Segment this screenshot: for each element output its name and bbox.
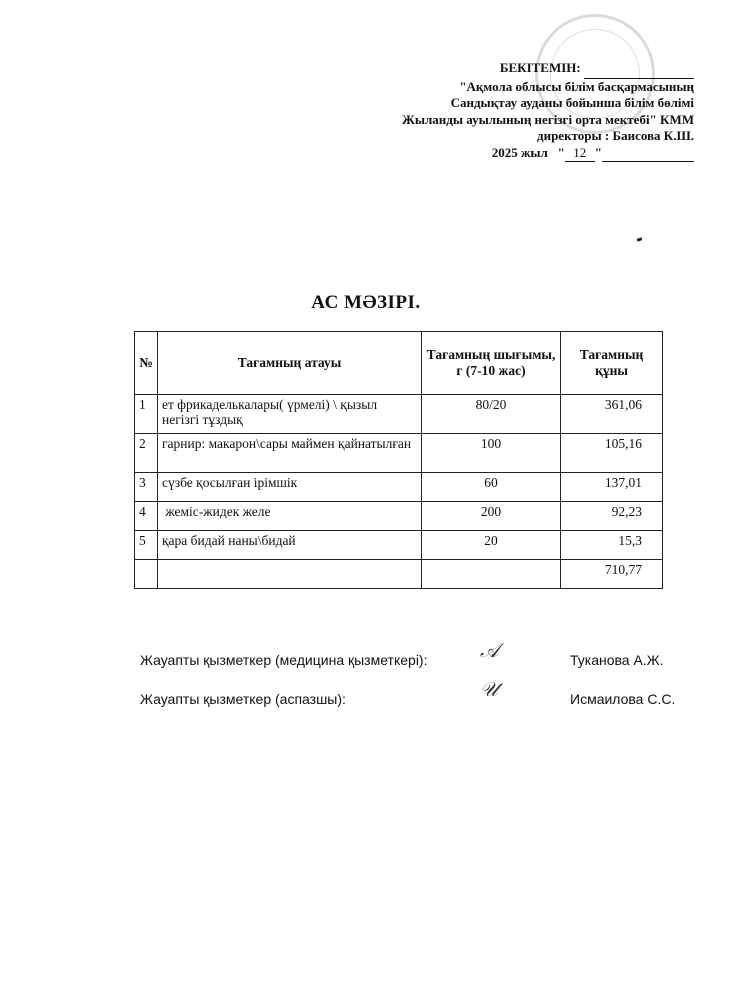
row-yield: 20 <box>422 531 561 560</box>
approval-year: 2025 жыл <box>491 144 548 160</box>
page-title: АС МӘЗІРІ. <box>311 292 421 313</box>
table-row <box>135 395 663 434</box>
row-name: ет фрикаделькалары( үрмелі) \ қызыл негізгі тұздық <box>158 395 422 434</box>
approval-line-1: "Ақмола облысы білім басқармасының <box>459 78 694 94</box>
table-header-row <box>135 332 663 395</box>
row-price: 361,06 <box>561 395 663 434</box>
approval-block <box>274 60 694 162</box>
approval-heading <box>274 60 694 79</box>
total-price: 710,77 <box>561 560 663 589</box>
row-num: 5 <box>135 531 158 560</box>
approval-line-4: директоры : Баисова К.Ш. <box>537 128 694 143</box>
approval-day: 12 <box>565 145 595 163</box>
table-total-row <box>135 560 663 589</box>
header-price: Тағамның құны <box>561 332 663 395</box>
total-empty-2 <box>158 560 422 589</box>
table-row <box>135 502 663 531</box>
cook-signature: 𝒰 <box>480 677 498 701</box>
row-name: жеміс-жидек желе <box>158 502 422 531</box>
row-num: 2 <box>135 434 158 473</box>
table-row <box>135 473 663 502</box>
cook-name: Исмаилова С.С. <box>570 691 676 707</box>
row-name: сүзбе қосылған ірімшік <box>158 473 422 502</box>
director-signature <box>584 60 694 79</box>
table-row <box>135 531 663 560</box>
row-yield: 200 <box>422 502 561 531</box>
header-num: № <box>135 332 158 395</box>
row-num: 1 <box>135 395 158 434</box>
row-yield: 80/20 <box>422 395 561 434</box>
row-price: 15,3 <box>561 531 663 560</box>
row-price: 105,16 <box>561 434 663 473</box>
header-name: Тағамның атауы <box>158 332 422 395</box>
row-num: 3 <box>135 473 158 502</box>
medical-name: Туканова А.Ж. <box>570 652 664 668</box>
total-empty-3 <box>422 560 561 589</box>
approval-month <box>602 145 694 163</box>
row-price: 137,01 <box>561 473 663 502</box>
medical-signature: 𝒜 <box>480 638 499 662</box>
medical-label: Жауапты қызметкер (медицина қызметкері): <box>140 652 428 668</box>
row-yield: 60 <box>422 473 561 502</box>
row-price: 92,23 <box>561 502 663 531</box>
approve-label: БЕКІТЕМІН: <box>499 60 581 75</box>
approval-date: 2025 жыл " 12 " <box>274 145 694 163</box>
approval-line-2: Сандықтау ауданы бойынша білім бөлімі <box>450 95 694 110</box>
row-yield: 100 <box>422 434 561 473</box>
total-empty-1 <box>135 560 158 589</box>
menu-table <box>134 331 663 589</box>
header-yield: Тағамның шығымы, г (7-10 жас) <box>422 332 561 395</box>
row-num: 4 <box>135 502 158 531</box>
table-row <box>135 434 663 473</box>
cook-label: Жауапты қызметкер (аспазшы): <box>140 691 346 707</box>
row-name: қара бидай наны\бидай <box>158 531 422 560</box>
scan-speck <box>637 237 643 242</box>
approval-line-3: Жыланды ауылының негізгі орта мектебі" КММ <box>401 111 694 127</box>
row-name: гарнир: макарон\сары маймен қайнатылған <box>158 434 422 473</box>
